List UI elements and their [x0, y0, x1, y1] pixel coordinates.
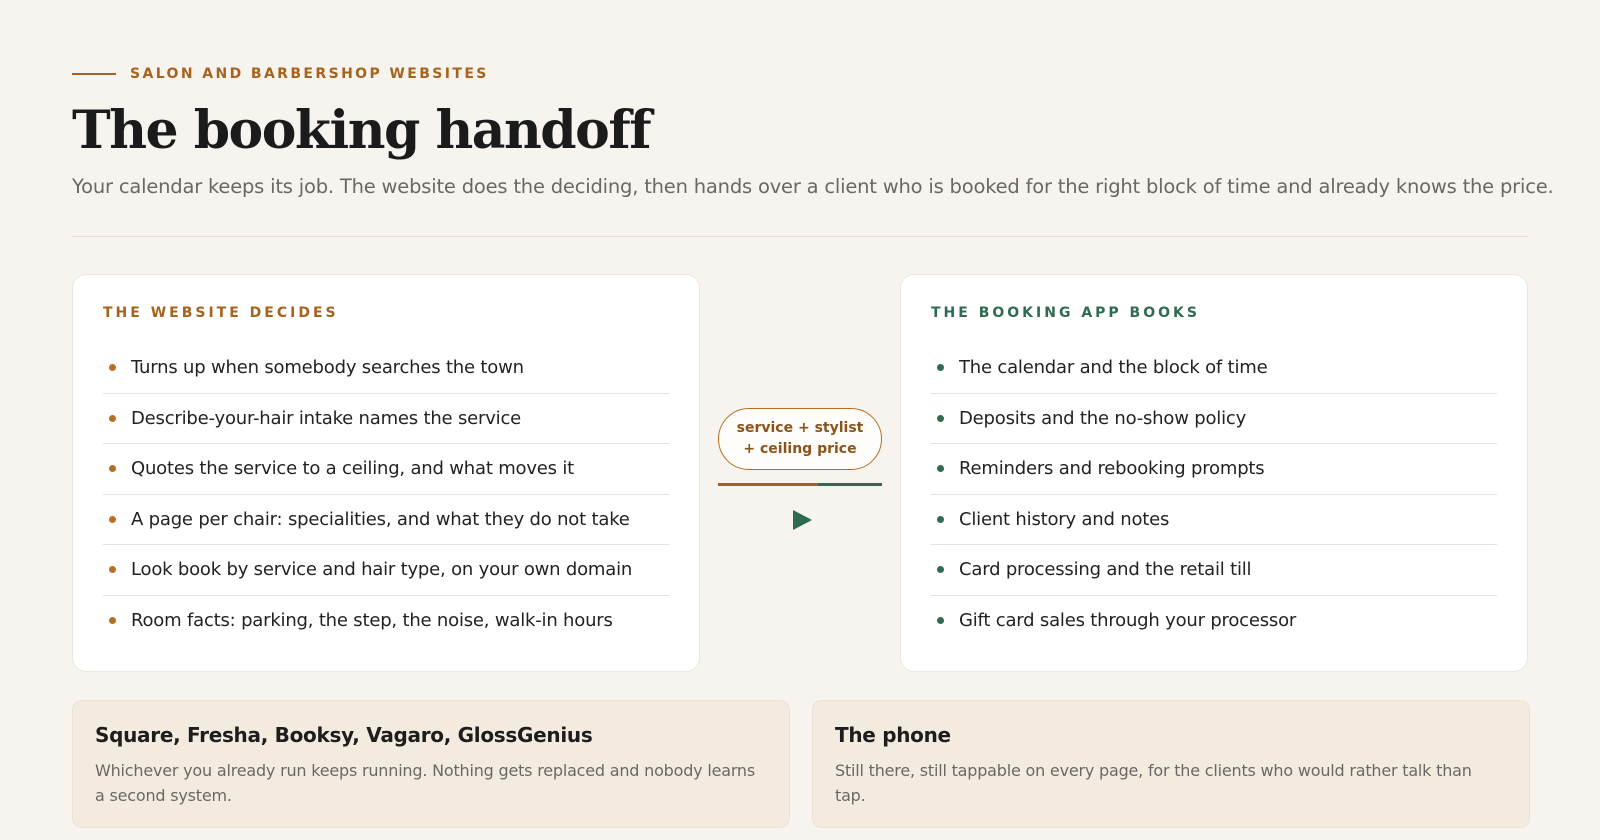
list-item-label: Card processing and the retail till [959, 559, 1252, 581]
bullet-dot-icon [109, 415, 116, 422]
note-body: Whichever you already run keeps running. Nothing gets replaced and nobody learns a second system. [95, 761, 756, 805]
phone-note [812, 700, 1530, 828]
list-item-label: The calendar and the block of time [959, 357, 1268, 379]
list-item-label: Room facts: parking, the step, the noise, walk-in hours [131, 610, 613, 632]
list-item-label: Deposits and the no-show policy [959, 407, 1247, 429]
bullet-dot-icon [109, 617, 116, 624]
app-duties-list [931, 343, 1497, 646]
list-item [103, 596, 669, 647]
bullet-dot-icon [109, 566, 116, 573]
page-subtitle: Your calendar keeps its job. The website does the deciding, then hands over a client who is booked for the right block of time and already knows the price. [72, 175, 1554, 198]
handoff-pill-line-2: + ceiling price [743, 441, 857, 457]
eyebrow-label: SALON AND BARBERSHOP WEBSITES [130, 66, 489, 82]
handoff-pill-line-1: service + stylist [736, 420, 864, 436]
handoff-line-green [818, 483, 882, 486]
handoff-pill [718, 408, 882, 470]
handoff-line [718, 483, 882, 486]
bullet-dot-icon [109, 364, 116, 371]
eyebrow [72, 66, 489, 82]
list-item [931, 495, 1497, 546]
section-divider [72, 236, 1528, 237]
list-item-label: Describe-your-hair intake names the service [131, 407, 522, 429]
note-title: The phone [835, 723, 951, 747]
eyebrow-rule [72, 73, 116, 75]
list-item-label: A page per chair: specialities, and what they do not take [131, 508, 630, 530]
list-item [103, 545, 669, 596]
list-item [103, 343, 669, 394]
bullet-dot-icon [937, 465, 944, 472]
handoff-connector [718, 408, 882, 538]
booking-platforms-note [72, 700, 790, 828]
list-item-label: Turns up when somebody searches the town [131, 357, 524, 379]
list-item [931, 545, 1497, 596]
booking-app-books-card [900, 274, 1528, 672]
page-title: The booking handoff [72, 100, 651, 161]
bullet-dot-icon [937, 566, 944, 573]
website-decides-card [72, 274, 700, 672]
list-item [931, 343, 1497, 394]
list-item-label: Gift card sales through your processor [959, 610, 1297, 632]
play-arrow-icon [790, 508, 814, 532]
note-body: Still there, still tappable on every page, for the clients who would rather talk than tap. [835, 761, 1472, 805]
app-card-heading: THE BOOKING APP BOOKS [931, 305, 1200, 321]
bullet-dot-icon [937, 364, 944, 371]
website-card-heading: THE WEBSITE DECIDES [103, 305, 339, 321]
bullet-dot-icon [937, 617, 944, 624]
list-item [931, 596, 1497, 647]
list-item-label: Reminders and rebooking prompts [959, 458, 1265, 480]
list-item-label: Quotes the service to a ceiling, and what moves it [131, 458, 575, 480]
note-title: Square, Fresha, Booksy, Vagaro, GlossGenius [95, 723, 593, 747]
list-item [103, 394, 669, 445]
bullet-dot-icon [109, 516, 116, 523]
list-item [931, 444, 1497, 495]
handoff-line-brown [718, 483, 818, 486]
bullet-dot-icon [937, 516, 944, 523]
bullet-dot-icon [937, 415, 944, 422]
list-item [931, 394, 1497, 445]
list-item-label: Look book by service and hair type, on your own domain [131, 559, 633, 581]
list-item [103, 495, 669, 546]
list-item-label: Client history and notes [959, 508, 1170, 530]
bullet-dot-icon [109, 465, 116, 472]
website-duties-list [103, 343, 669, 646]
list-item [103, 444, 669, 495]
